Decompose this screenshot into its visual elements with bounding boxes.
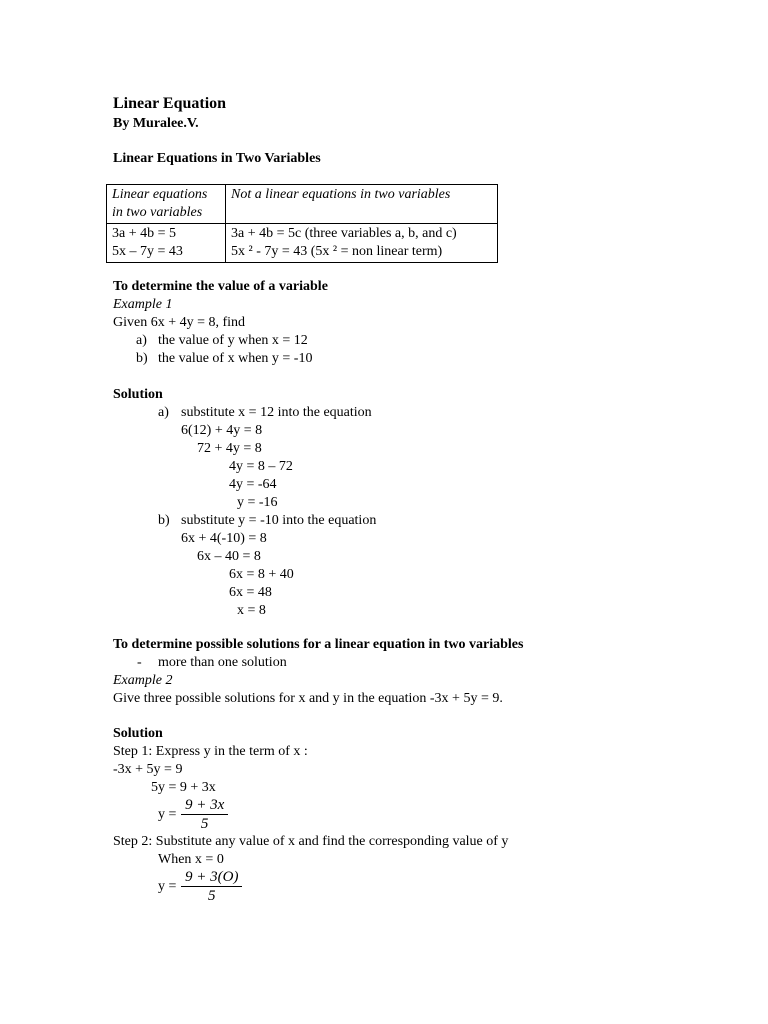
step-line: Step 1: Express y in the term of x : (113, 744, 308, 759)
list-marker: b) (136, 351, 148, 366)
example-label: Example 2 (113, 673, 173, 688)
fraction-expression (181, 868, 242, 905)
list-item: the value of y when x = 12 (158, 333, 308, 348)
y-equals-label: y = (158, 807, 177, 822)
author-line: By Muralee.V. (113, 116, 199, 131)
bullet-marker: - (137, 655, 142, 670)
solution-label: Solution (113, 387, 163, 402)
equation-line: 6x – 40 = 8 (197, 549, 261, 564)
section-heading-two-variables: Linear Equations in Two Variables (113, 151, 321, 166)
table-cell-line: 3a + 4b = 5 (112, 226, 177, 241)
solution-step-text: substitute y = -10 into the equation (181, 513, 377, 528)
when-line: When x = 0 (158, 852, 224, 867)
table-cell (107, 224, 226, 263)
bullet-item: more than one solution (158, 655, 287, 670)
section-heading-possible-solutions: To determine possible solutions for a linear equation in two variables (113, 637, 524, 652)
list-marker: a) (136, 333, 147, 348)
equation-line: x = 8 (237, 603, 266, 618)
equation-line: 72 + 4y = 8 (197, 441, 262, 456)
table-cell (226, 224, 498, 263)
fraction-denominator: 5 (207, 888, 216, 904)
table-row (107, 224, 498, 263)
equation-line: y = -16 (237, 495, 278, 510)
table-header-cell: Linear equations in two variables (107, 185, 226, 224)
equation-line: 6x + 4(-10) = 8 (181, 531, 267, 546)
step-line: Step 2: Substitute any value of x and find the corresponding value of y (113, 834, 509, 849)
equation-line: 6(12) + 4y = 8 (181, 423, 263, 438)
table-cell-line: 5x ² - 7y = 43 (5x ² = non linear term) (231, 244, 443, 259)
table-cell-line: 3a + 4b = 5c (three variables a, b, and c) (231, 226, 457, 241)
example-label: Example 1 (113, 297, 173, 312)
equation-line: 6x = 8 + 40 (229, 567, 294, 582)
solution-step-text: substitute x = 12 into the equation (181, 405, 372, 420)
table-cell-line: 5x – 7y = 43 (112, 244, 183, 259)
y-equals-label: y = (158, 879, 177, 894)
equation-line: -3x + 5y = 9 (113, 762, 183, 777)
list-marker: b) (158, 513, 170, 528)
list-item: the value of x when y = -10 (158, 351, 313, 366)
table-header-cell: Not a linear equations in two variables (226, 185, 498, 224)
equation-line: 5y = 9 + 3x (151, 780, 216, 795)
fraction-numerator: 9 + 3(O) (181, 868, 242, 887)
list-marker: a) (158, 405, 169, 420)
section-heading-determine-value: To determine the value of a variable (113, 279, 328, 294)
equation-line: 4y = 8 – 72 (229, 459, 293, 474)
fraction-denominator: 5 (200, 816, 209, 832)
equation-line: 6x = 48 (229, 585, 272, 600)
fraction-expression (181, 796, 228, 833)
fraction-numerator: 9 + 3x (181, 796, 228, 815)
given-statement: Given 6x + 4y = 8, find (113, 315, 246, 330)
solution-label: Solution (113, 726, 163, 741)
equation-line: 4y = -64 (229, 477, 277, 492)
linear-equations-table (106, 184, 498, 263)
document-title: Linear Equation (113, 95, 227, 112)
example-question: Give three possible solutions for x and y in the equation -3x + 5y = 9. (113, 691, 503, 706)
table-header-row (107, 185, 498, 224)
